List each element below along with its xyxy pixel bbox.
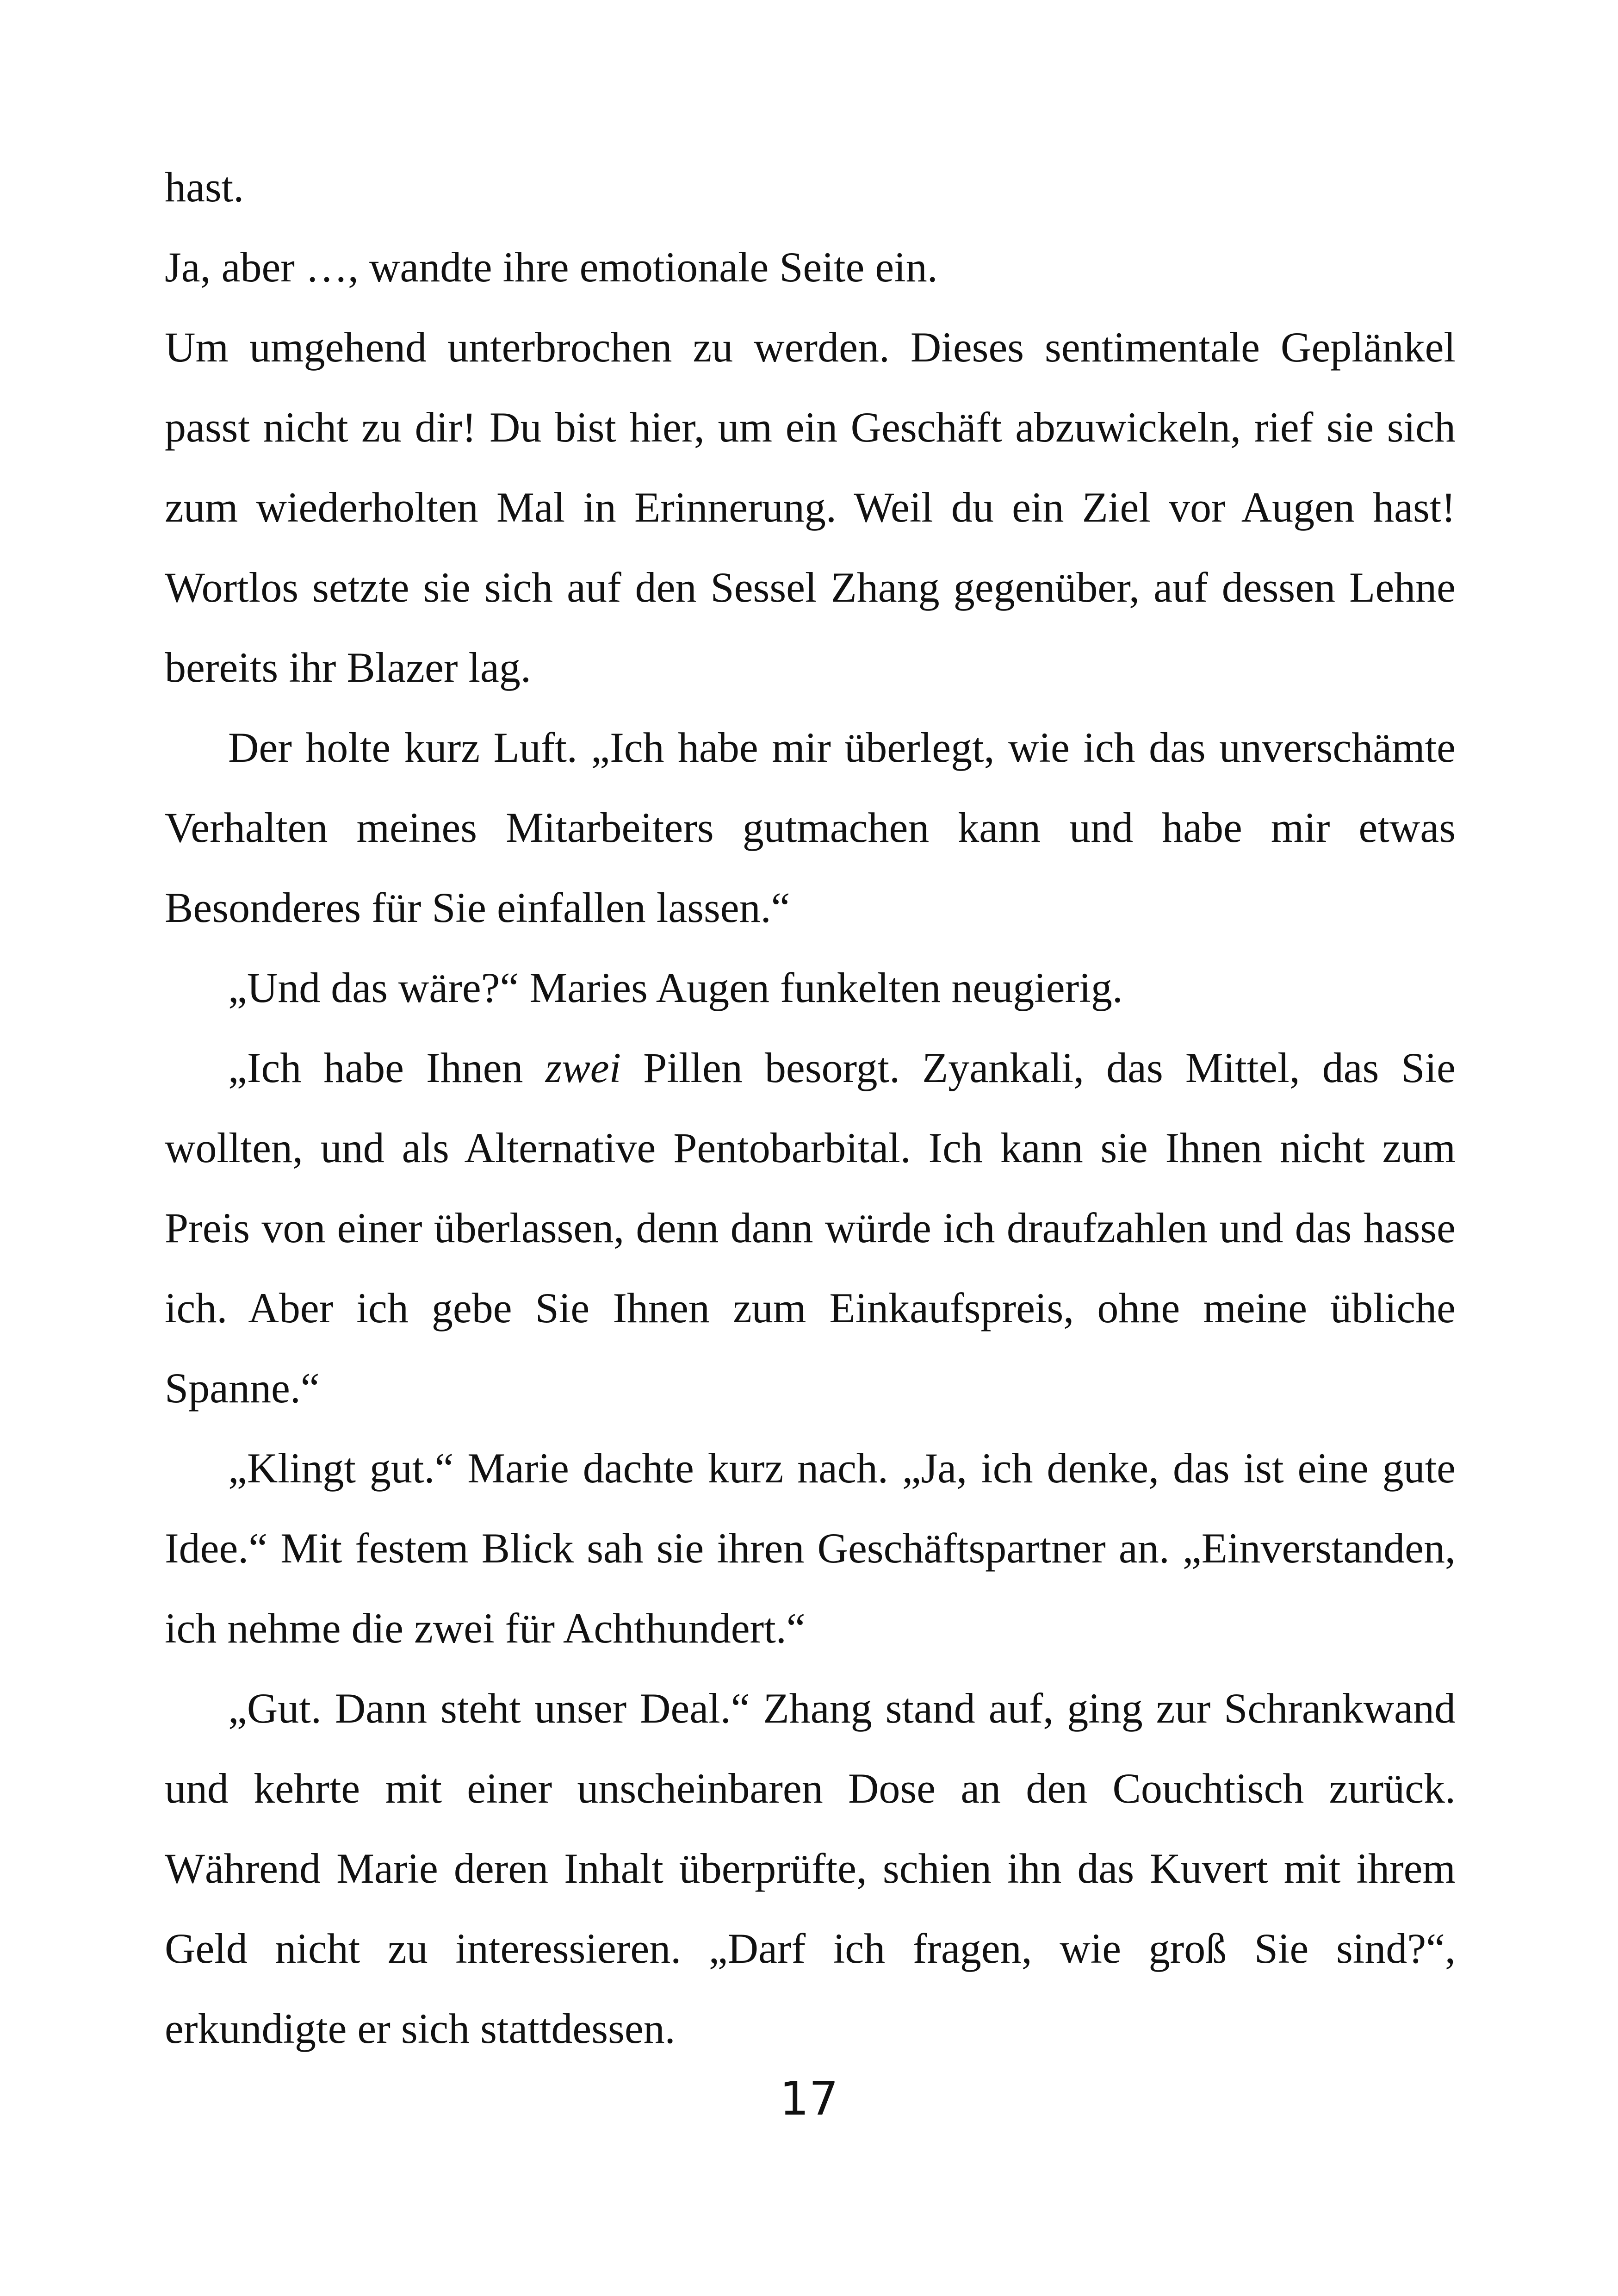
paragraph-8: „Gut. Dann steht unser Deal.“ Zhang stand auf, ging zur Schrankwand und kehrte mit einer unscheinbaren Dose an den Couchtisch zurück. Während Marie deren Inhalt überprüfte, schien ihn das Kuvert mit ihrem Geld nicht zu interessieren. „Darf ich fragen, wie groß Sie sind?“, erkundigte er sich stattdessen.	[165, 1685, 1456, 2052]
paragraph-4: Der holte kurz Luft. „Ich habe mir überlegt, wie ich das unverschämte Verhalten meines Mitarbeiters gutmachen kann und habe mir etwas Besonderes für Sie einfallen lassen.“	[165, 724, 1456, 931]
body-text	[165, 147, 1456, 2069]
paragraph-6-text-before: „Ich habe Ihnen	[228, 1044, 546, 1091]
page-number: 17	[779, 2072, 839, 2126]
paragraph-2: Ja, aber …, wandte ihre emotionale Seite ein.	[165, 243, 938, 291]
paragraph-6	[165, 1028, 1456, 1428]
emphasized-word: zwei	[545, 1044, 621, 1091]
paragraph-6-text-after: Pillen besorgt. Zyankali, das Mittel, das Sie wollten, und als Alternative Pentobarbital. Ich kann sie Ihnen nicht zum Preis von einer überlassen, denn dann würde ich draufzahlen und das hasse ich. Aber ich gebe Sie Ihnen zum Einkaufspreis, ohne meine übliche Spanne.“	[165, 1044, 1456, 1412]
paragraph-5: „Und das wäre?“ Maries Augen funkelten neugierig.	[228, 964, 1123, 1011]
paragraph-7: „Klingt gut.“ Marie dachte kurz nach. „Ja, ich denke, das ist eine gute Idee.“ Mit festem Blick sah sie ihren Geschäftspartner an. „Einverstanden, ich nehme die zwei für Achthundert.“	[165, 1444, 1456, 1652]
paragraph-1: hast.	[165, 163, 244, 211]
paragraph-3: Um umgehend unterbrochen zu werden. Dieses sentimentale Geplänkel passt nicht zu dir! Du bist hier, um ein Geschäft abzuwickeln, rief sie sich zum wiederholten Mal in Erinnerung. Weil du ein Ziel vor Augen hast! Wortlos setzte sie sich auf den Sessel Zhang gegenüber, auf dessen Lehne bereits ihr Blazer lag.	[165, 324, 1456, 691]
